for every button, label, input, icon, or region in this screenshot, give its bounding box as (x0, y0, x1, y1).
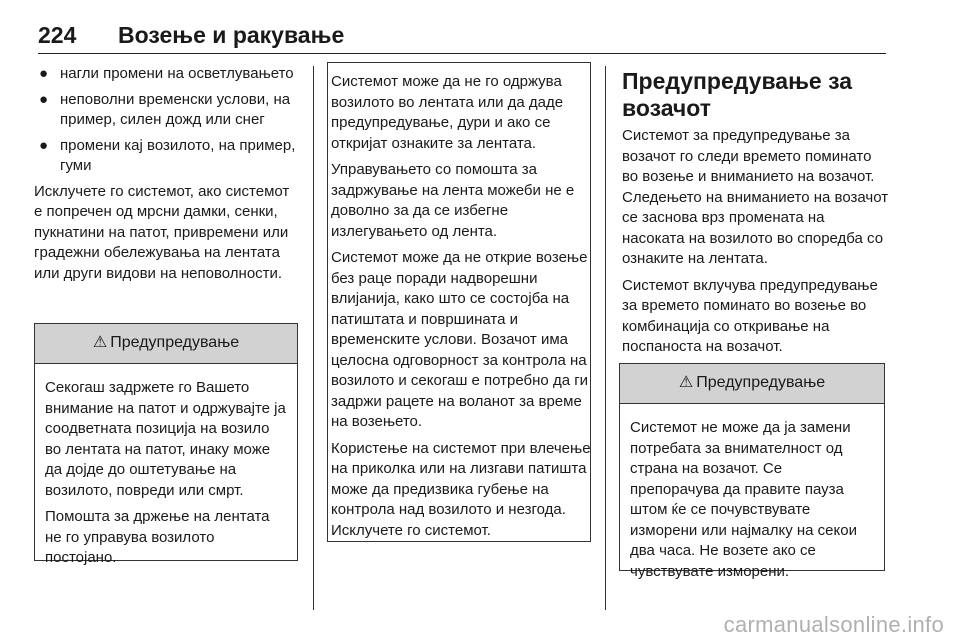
bullet-list (34, 64, 300, 177)
body-paragraph: Исклучете го системот, ако системот е попречен од мрсни дамки, сенки, пукнатини на патот, привремени или градежни обележувања на лентата или други видови на неповолности. (34, 182, 290, 282)
body-paragraph: Управувањето со помошта за задржување на лента можеби не е доволно за да се избегне излегувањето од лента. (331, 161, 575, 240)
bullet-dot-icon: ● (39, 90, 49, 108)
body-paragraph: Системот може да не го одржува возилото во лентата или да даде предупредување, дури и ако се откријат ознаките за лентата. (331, 73, 564, 152)
column-3 (622, 68, 890, 364)
body-paragraph: Системот може да не открие возење без раце поради надворешни влијанија, како што се состојба на патиштата и површината и временските услови. Возачот има целосна одговорност за контрола на возилото и секогаш е потребно да ги задржи рацете на воланот за време на возењето. (331, 249, 589, 430)
warning-box-1 (34, 323, 298, 566)
column-2 (331, 72, 591, 547)
warning-triangle-icon: ⚠ (678, 374, 694, 392)
section-heading: Предупредување за возачот (622, 68, 853, 121)
column-divider-2 (605, 66, 606, 610)
warning-title: Предупредување (110, 334, 240, 352)
column-divider-1 (313, 66, 314, 610)
watermark: carmanualsonline.info (723, 612, 944, 637)
bullet-dot-icon: ● (39, 136, 49, 154)
warning-header (35, 324, 297, 364)
warning-box-2 (619, 363, 885, 580)
list-item: ● нагли промени на осветлувањето (34, 64, 300, 85)
body-paragraph: Системот вклучува предупредување за времето поминато во возење во комбинација со откривање на поспаноста на возачот. (622, 276, 878, 355)
warning-body (35, 364, 297, 585)
column-1 (34, 64, 300, 290)
warning-title: Предупредување (696, 374, 826, 392)
page-header (38, 18, 886, 54)
body-paragraph: Користење на системот при влечење на приколка или на лизгави патишта може да предизвика губење на контрола над возилото и незгода. Исклучете го системот. (331, 439, 591, 539)
warning-paragraph: Помошта за држење на лентата не го управува возилото постојано. (45, 508, 270, 566)
warning-body (620, 404, 884, 598)
list-item: ● промени кај возилото, на пример, гуми (39, 136, 296, 174)
warning-triangle-icon: ⚠ (92, 334, 108, 352)
bullet-dot-icon: ● (39, 65, 49, 82)
warning-paragraph: Секогаш задржете го Вашето внимание на патот и одржувајте ја соодветната позиција на возило во лентата на патот, инаку може да дојде до оштетување на возилото, повреди или смрт. (45, 379, 286, 499)
section-title: Возење и ракување (118, 22, 345, 48)
header-rule (38, 53, 886, 54)
list-item: ● неповолни временски услови, на пример, силен дожд или снег (39, 90, 291, 128)
page-number: 224 (38, 22, 77, 48)
body-paragraph: Системот за предупредување за возачот го следи времето поминато во возење и вниманието на возачот. Следењето на вниманието на возачот се заснова врз промената на насоката на возилото во споредба со ознаките на лентата. (622, 127, 889, 267)
warning-header (620, 364, 884, 404)
warning-paragraph: Системот не може да ја замени потребата за внимателност од страна на возачот. Се препорачува да правите пауза штом ќе се почувствувате изморени или најмалку на секои два часа. Не возете ако се чувствувате изморени. (630, 419, 857, 580)
